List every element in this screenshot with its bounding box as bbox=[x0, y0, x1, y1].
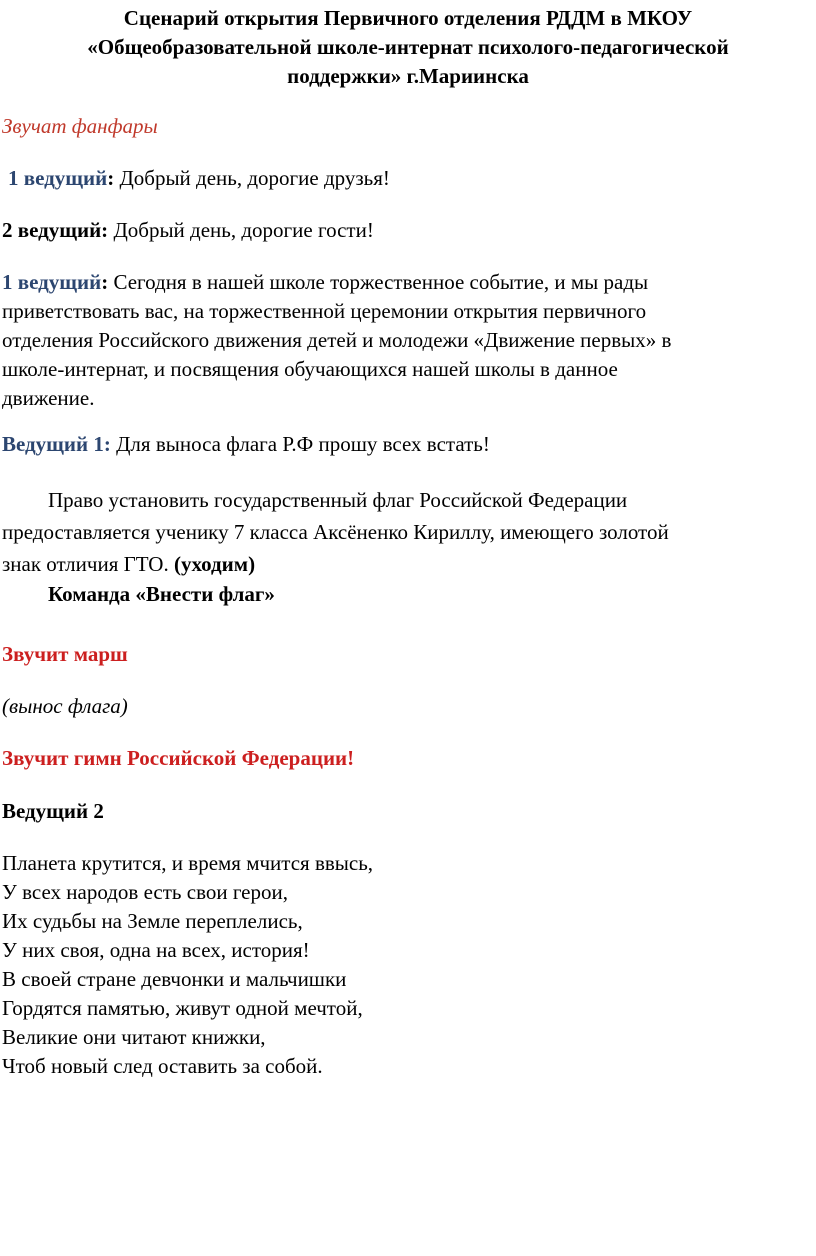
speaker-colon: : bbox=[107, 166, 115, 190]
host2-heading: Ведущий 2 bbox=[2, 799, 104, 823]
march-cue: Звучит марш bbox=[2, 642, 128, 666]
anthem-cue: Звучит гимн Российской Федерации! bbox=[2, 746, 355, 770]
poem-line: У них своя, одна на всех, история! bbox=[2, 938, 310, 962]
paragraph-line: предоставляется ученику 7 класса Аксёненко Кириллу, имеющего золотой bbox=[2, 520, 669, 544]
poem-line: Планета крутится, и время мчится ввысь, bbox=[2, 851, 374, 875]
intro-line: движение. bbox=[2, 386, 95, 410]
poem-line: Чтоб новый след оставить за собой. bbox=[2, 1054, 323, 1078]
paragraph-line: Право установить государственный флаг Российской Федерации bbox=[48, 488, 628, 512]
speaker-label: 1 ведущий bbox=[2, 270, 102, 294]
command-line: Команда «Внести флаг» bbox=[48, 582, 275, 606]
flag-out-direction: (вынос флага) bbox=[2, 694, 128, 718]
intro-line: приветствовать вас, на торжественной церемонии открытия первичного bbox=[2, 299, 647, 323]
intro-line: Сегодня в нашей школе торжественное событие, и мы рады bbox=[108, 270, 649, 294]
title-line-1: Сценарий открытия Первичного отделения РДДМ в МКОУ bbox=[123, 6, 693, 30]
greeting-text: Добрый день, дорогие гости! bbox=[108, 218, 374, 242]
host1-intro bbox=[2, 268, 802, 413]
document-title bbox=[20, 4, 796, 91]
flag-announcement bbox=[2, 430, 802, 459]
poem-line: У всех народов есть свои герои, bbox=[2, 880, 288, 904]
speaker-label: 1 ведущий bbox=[8, 166, 108, 190]
greeting-text: Добрый день, дорогие друзья! bbox=[114, 166, 390, 190]
title-line-2: «Общеобразовательной школе-интернат психолого-педагогической bbox=[87, 35, 729, 59]
stage-direction: (уходим) bbox=[173, 552, 256, 576]
intro-line: школе-интернат, и посвящения обучающихся нашей школы в данное bbox=[2, 357, 618, 381]
paragraph-line: знак отличия ГТО. bbox=[2, 552, 174, 576]
host2-greeting bbox=[2, 216, 802, 245]
title-line-3: поддержки» г.Мариинска bbox=[287, 64, 529, 88]
speaker-label: 2 ведущий: bbox=[2, 218, 109, 242]
poem-line: В своей стране девчонки и мальчишки bbox=[2, 967, 347, 991]
intro-line: отделения Российского движения детей и молодежи «Движение первых» в bbox=[2, 328, 672, 352]
flag-bearer-paragraph bbox=[2, 484, 802, 609]
poem bbox=[2, 849, 802, 1081]
host1-greeting bbox=[8, 164, 808, 193]
fanfare-cue: Звучат фанфары bbox=[2, 114, 158, 138]
speaker-colon: : bbox=[101, 270, 109, 294]
announcement-text: Для выноса флага Р.Ф прошу всех встать! bbox=[110, 432, 490, 456]
poem-line: Великие они читают книжки, bbox=[2, 1025, 266, 1049]
poem-line: Их судьбы на Земле переплелись, bbox=[2, 909, 303, 933]
poem-line: Гордятся памятью, живут одной мечтой, bbox=[2, 996, 363, 1020]
speaker-label: Ведущий 1: bbox=[2, 432, 111, 456]
